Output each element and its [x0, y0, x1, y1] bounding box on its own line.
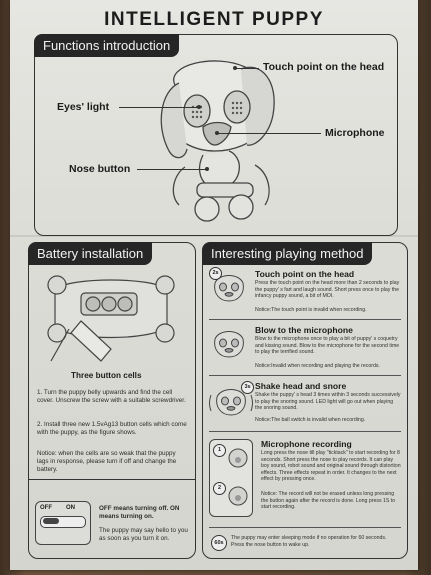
recording-notice: Notice: The record will not be erased unless long pressing the button again after the record is done. Long press 1S to start recording.	[261, 491, 396, 511]
touch-body: Press the touch point on the head more than 2 seconds to play the puppy' s fart and laugh sound. Short press once to play the infancy puppy sound, a bit of MOI.	[255, 280, 400, 300]
blow-title: Blow to the microphone	[255, 325, 353, 335]
blow-notice: Notice:Invalid when recording and playing the records.	[255, 363, 380, 369]
battery-step-2: 2. Install three new 1.5vAg13 button cells which come with the puppy, as the figure shows.	[37, 421, 187, 436]
shake-time-badge: 3s	[241, 381, 254, 394]
blow-body: Blow to the microphone once to play a bit of puppy' s coquetry and kissing sound. Blow to the microphone for the second time to play the terrified sound.	[255, 336, 400, 356]
callout-dot-touch	[233, 66, 237, 70]
instruction-sheet	[10, 0, 418, 570]
battery-section	[28, 242, 196, 559]
recording-steps-frame	[209, 439, 253, 517]
switch-off-label: OFF	[40, 505, 52, 511]
off-on-explanation: OFF means turning off. ON means turning on.	[99, 505, 180, 520]
callout-line-nose	[137, 169, 207, 170]
shake-body: Shake the puppy' s head 3 times within 3 seconds successively to play the snoring sound. LED light will go out when playing the snoring sound.	[255, 392, 401, 412]
blow-separator	[209, 375, 401, 376]
recording-step-2-badge: 2	[213, 482, 226, 495]
switch-on-label: ON	[66, 505, 75, 511]
callout-dot-nose	[205, 167, 209, 171]
switch-slider	[40, 516, 86, 528]
switch-knob	[43, 518, 59, 524]
touch-time-badge: 2s	[209, 267, 222, 280]
three-button-cells-caption: Three button cells	[71, 371, 142, 380]
page-title: INTELLIGENT PUPPY	[104, 9, 324, 30]
microphone-label: Microphone	[325, 127, 385, 139]
recording-body: Long press the nose till play "ticktack" to start recording for 8 seconds. Short press the nose to play records. It can play boy sound, robot sound and original sound through distortion effects. Three effects repeat in order. It changes to the next effect by pressing once.	[261, 450, 401, 483]
shake-notice: Notice:The ball switch is invalid when recording.	[255, 417, 366, 423]
blow-puppy-icon	[209, 325, 249, 365]
touch-point-label: Touch point on the head	[263, 61, 385, 73]
hello-note: The puppy may say hello to you as soon as you turn it on.	[99, 527, 188, 542]
playing-header: Interesting playing method	[202, 242, 372, 265]
functions-header: Functions introduction	[34, 34, 179, 57]
functions-section	[34, 34, 398, 236]
playing-section	[202, 242, 408, 559]
battery-step-1: 1. Turn the puppy belly upwards and find the cell cover. Unscrew the screw with a suitable screwdriver.	[37, 389, 186, 404]
touch-notice: Notice:The touch point is invalid when recording.	[255, 307, 367, 313]
touch-title: Touch point on the head	[255, 269, 355, 279]
callout-line-touch	[235, 68, 259, 69]
touch-separator	[209, 319, 401, 320]
battery-header: Battery installation	[28, 242, 152, 265]
battery-notice: Notice: when the cells are so weak that the puppy lags in response, please turn if off and change the battery.	[37, 450, 177, 473]
sleep-time-badge: 60s	[211, 535, 227, 551]
callout-dot-eyes	[197, 105, 201, 109]
shake-separator	[209, 431, 401, 432]
recording-step-1-badge: 1	[213, 444, 226, 457]
recording-puppy-icon-2	[226, 484, 250, 508]
recording-separator	[209, 527, 401, 528]
callout-line-mic	[217, 133, 321, 134]
sleep-body: The puppy may enter sleeping mode if no operation for 60 seconds. Press the nose button to wake up.	[231, 535, 387, 548]
puppy-head-illustration	[145, 55, 285, 233]
battery-divider	[29, 479, 195, 480]
nose-button-label: Nose button	[69, 163, 131, 175]
recording-title: Microphone recording	[261, 439, 352, 449]
callout-line-eyes	[119, 107, 199, 108]
shake-title: Shake head and snore	[255, 381, 347, 391]
battery-compartment-illustration	[41, 271, 181, 367]
eyes-light-label: Eyes' light	[57, 101, 110, 113]
power-switch-illustration	[35, 501, 91, 545]
recording-puppy-icon-1	[226, 446, 250, 470]
